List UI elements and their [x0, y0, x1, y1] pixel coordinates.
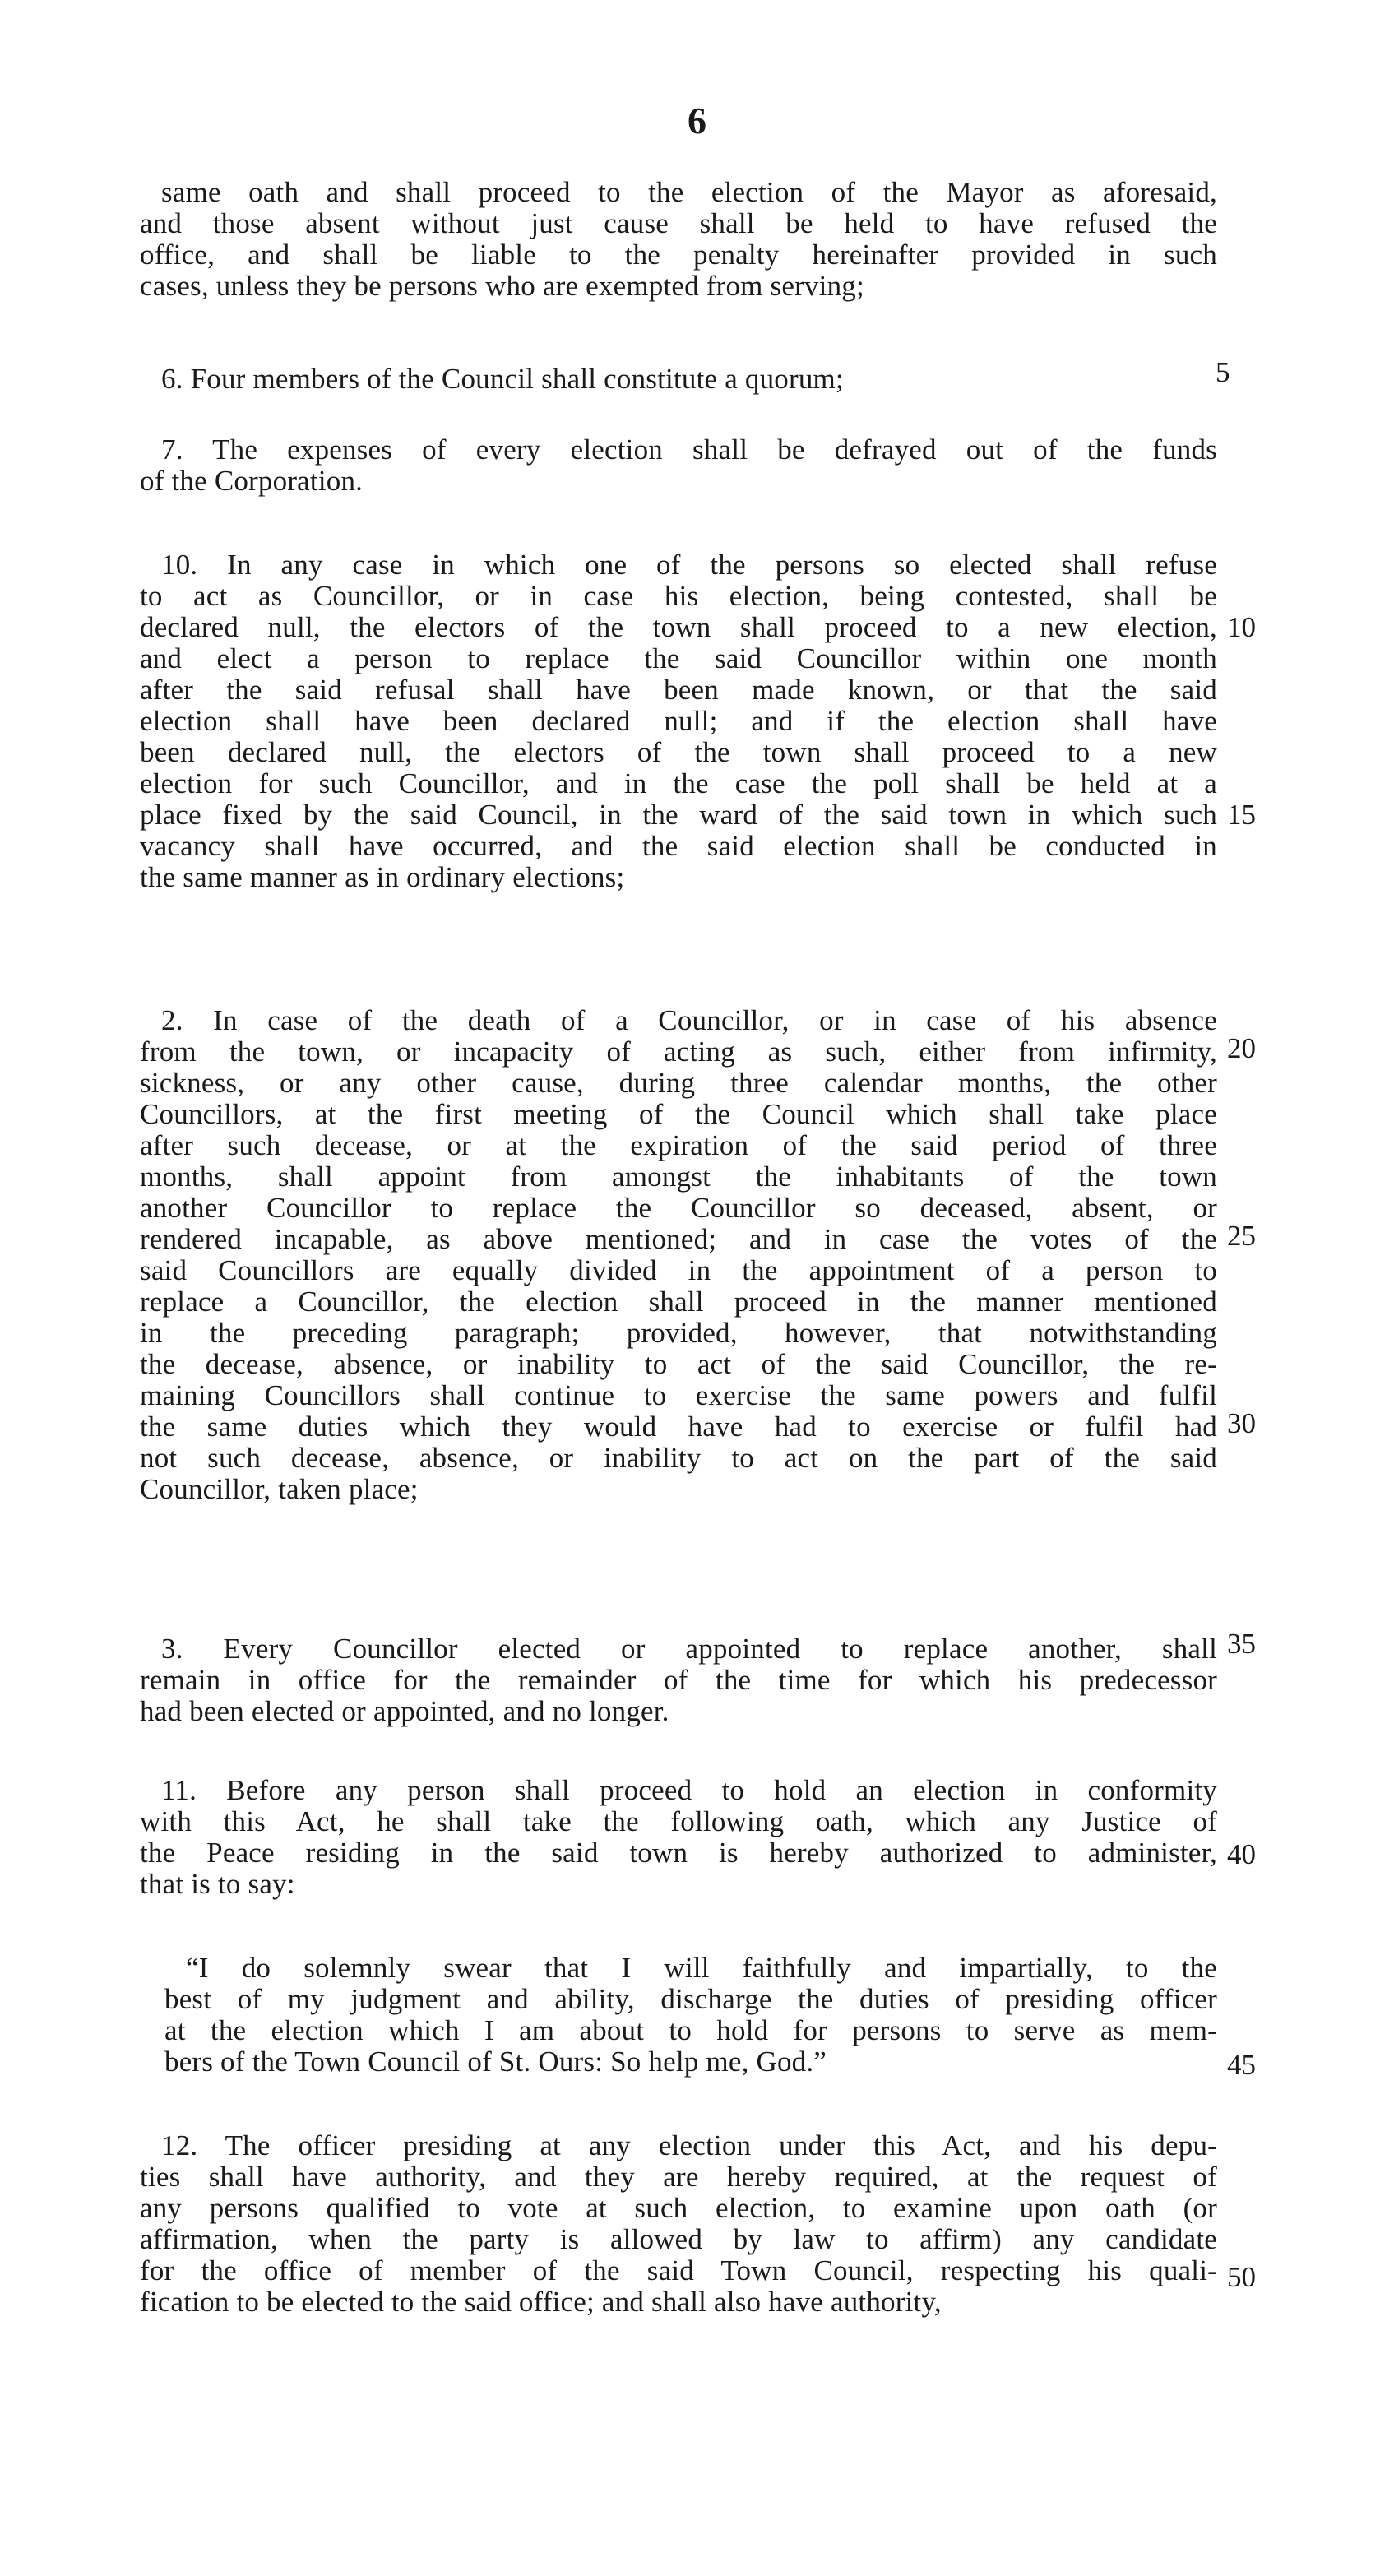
paragraph-section-6	[140, 364, 1217, 395]
paragraph-oath-continuation	[140, 177, 1217, 302]
text-line: election shall have been declared null; and if the election shall have	[140, 705, 1217, 737]
text-line: not such decease, absence, or inability to act on the part of the said	[140, 1442, 1217, 1474]
text-line: best of my judgment and ability, discharge the duties of presiding officer	[164, 1983, 1217, 2015]
line-number: 30	[1227, 1407, 1256, 1439]
paragraph-subsection-2	[140, 1005, 1217, 1505]
text-line: vacancy shall have occurred, and the said election shall be conducted in	[140, 830, 1217, 862]
paragraph-section-7	[140, 434, 1217, 497]
text-line: the same manner as in ordinary elections;	[140, 861, 625, 893]
text-line: fication to be elected to the said office; and shall also have authority,	[140, 2286, 942, 2318]
text-line: after the said refusal shall have been made known, or that the said	[140, 674, 1217, 706]
text-line: 11. Before any person shall proceed to hold an election in conformity	[161, 1774, 1217, 1806]
text-line: the same duties which they would have had to exercise or fulfil had	[140, 1411, 1217, 1443]
text-line: any persons qualified to vote at such election, to examine upon oath (or	[140, 2192, 1217, 2224]
text-line: after such decease, or at the expiration of the said period of three	[140, 1129, 1217, 1161]
text-line: 7. The expenses of every election shall be defrayed out of the funds	[161, 433, 1217, 466]
text-line: place fixed by the said Council, in the ward of the said town in which such	[140, 799, 1217, 831]
text-line: months, shall appoint from amongst the inhabitants of the town	[140, 1161, 1217, 1193]
text-line: ties shall have authority, and they are hereby required, at the request of	[140, 2161, 1217, 2193]
text-line: the Peace residing in the said town is hereby authorized to administer,	[140, 1837, 1217, 1869]
text-line: for the office of member of the said Town Council, respecting his quali-	[140, 2254, 1217, 2286]
text-line: that is to say:	[140, 1868, 295, 1900]
text-line: office, and shall be liable to the penalty hereinafter provided in such	[140, 239, 1217, 271]
text-line: same oath and shall proceed to the election of the Mayor as aforesaid,	[161, 176, 1217, 208]
text-line: 12. The officer presiding at any election under this Act, and his depu-	[161, 2129, 1217, 2161]
text-line: replace a Councillor, the election shall proceed in the manner mentioned	[140, 1286, 1217, 1318]
text-line: and those absent without just cause shall be held to have refused the	[140, 207, 1217, 239]
text-line: 6. Four members of the Council shall constitute a quorum;	[161, 363, 844, 395]
line-number: 15	[1227, 799, 1256, 831]
text-line: said Councillors are equally divided in the appointment of a person to	[140, 1254, 1217, 1286]
line-number: 40	[1227, 1838, 1256, 1870]
text-line: Councillors, at the first meeting of the Council which shall take place	[140, 1098, 1217, 1130]
text-line: bers of the Town Council of St. Ours: So help me, God.”	[164, 2046, 827, 2078]
text-line: election for such Councillor, and in the case the poll shall be held at a	[140, 767, 1217, 799]
text-line: 10. In any case in which one of the persons so elected shall refuse	[161, 549, 1217, 581]
text-line: been declared null, the electors of the town shall proceed to a new	[140, 736, 1217, 768]
text-line: of the Corporation.	[140, 465, 364, 497]
text-line: another Councillor to replace the Councillor so deceased, absent, or	[140, 1192, 1217, 1224]
text-line: remain in office for the remainder of the time for which his predecessor	[140, 1664, 1217, 1696]
text-line: had been elected or appointed, and no longer.	[140, 1695, 669, 1727]
text-line: with this Act, he shall take the following oath, which any Justice of	[140, 1805, 1217, 1837]
text-line: and elect a person to replace the said Councillor within one month	[140, 642, 1217, 674]
text-line: in the preceding paragraph; provided, however, that notwithstanding	[140, 1317, 1217, 1349]
text-line: 2. In case of the death of a Councillor, or in case of his absence	[161, 1004, 1217, 1036]
line-number: 35	[1227, 1628, 1256, 1660]
text-line: cases, unless they be persons who are exempted from serving;	[140, 270, 864, 302]
line-number: 50	[1227, 2261, 1256, 2293]
line-number: 10	[1227, 611, 1256, 643]
text-line: declared null, the electors of the town shall proceed to a new election,	[140, 611, 1217, 643]
line-number: 20	[1227, 1032, 1256, 1064]
paragraph-section-10	[140, 549, 1217, 893]
text-line: sickness, or any other cause, during three calendar months, the other	[140, 1067, 1217, 1099]
text-line: at the election which I am about to hold for persons to serve as mem-	[164, 2014, 1217, 2046]
line-number: 25	[1227, 1220, 1256, 1252]
text-line: “I do solemnly swear that I will faithfully and impartially, to the	[186, 1952, 1217, 1984]
paragraph-subsection-3	[140, 1633, 1217, 1727]
text-line: from the town, or incapacity of acting as such, either from infirmity,	[140, 1035, 1217, 1068]
paragraph-section-12	[140, 2130, 1217, 2318]
text-line: to act as Councillor, or in case his election, being contested, shall be	[140, 580, 1217, 612]
oath-quotation	[164, 1953, 1217, 2078]
line-number: 45	[1227, 2049, 1256, 2081]
text-line: rendered incapable, as above mentioned; and in case the votes of the	[140, 1223, 1217, 1255]
text-line: 3. Every Councillor elected or appointed to replace another, shall	[161, 1633, 1217, 1665]
paragraph-section-11	[140, 1775, 1217, 1900]
text-line: the decease, absence, or inability to act of the said Councillor, the re-	[140, 1348, 1217, 1380]
page-number: 6	[688, 100, 706, 141]
text-line: affirmation, when the party is allowed by law to affirm) any candidate	[140, 2223, 1217, 2255]
text-line: Councillor, taken place;	[140, 1473, 419, 1505]
line-number: 5	[1216, 356, 1230, 388]
text-line: maining Councillors shall continue to exercise the same powers and fulfil	[140, 1379, 1217, 1411]
